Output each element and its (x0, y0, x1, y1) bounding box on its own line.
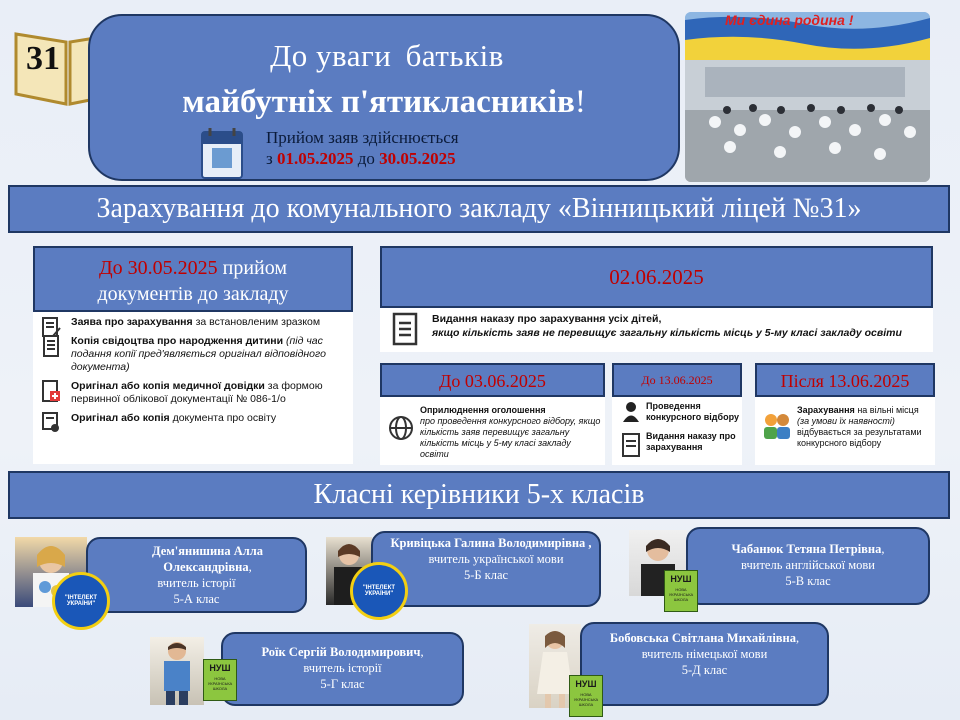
badge-text: "ІНТЕЛЕКТ УКРАЇНИ" (362, 585, 396, 597)
teacher-role: вчитель історії (303, 661, 382, 675)
teacher-class: 5-Б клас (463, 568, 509, 582)
list-item (71, 316, 349, 329)
step5-italic: (за умови їх наявності) (797, 416, 895, 426)
step1-title: прийом (222, 257, 288, 279)
title-bold: майбутніх п'ятикласників (182, 84, 575, 120)
nush-title: НУШ (209, 663, 231, 673)
students-icon (761, 411, 793, 441)
logo-number: 31 (26, 40, 60, 77)
school-photo (685, 12, 930, 182)
photo-caption: Ми єдина родина ! (725, 12, 854, 28)
teacher-class: 5-А клас (173, 592, 220, 606)
nush-sub: НОВА УКРАЇНСЬКА ШКОЛА (573, 692, 599, 707)
teacher-card-e: Бобовська Світлана Михайлівна, вчитель німецької мови 5-Д клас (580, 622, 829, 706)
step3-header: До 03.06.2025 (380, 363, 605, 397)
step3-card (380, 397, 605, 465)
teacher-role: вчитель німецької мови (641, 647, 768, 661)
document-icon (392, 312, 418, 346)
teacher-class: 5-Д клас (681, 663, 728, 677)
item-bold: Оригінал або копія (71, 412, 170, 424)
list-item (71, 335, 349, 374)
dates-prefix: з (266, 149, 273, 168)
item-bold: Копія свідоцтва про народження дитини (71, 335, 284, 347)
item-text: (під час подання копії пред'являється оригінал відповідного документа) (71, 335, 326, 373)
step5-header: Після 13.06.2025 (755, 363, 935, 397)
nush-badge (203, 659, 237, 701)
step1-header (33, 246, 353, 312)
teacher-card-c: Чабанюк Тетяна Петрівна, вчитель англійської мови 5-В клас (686, 527, 930, 605)
nush-sub: НОВА УКРАЇНСЬКА ШКОЛА (207, 676, 233, 691)
title-box (88, 14, 680, 181)
teacher-class: 5-Г клас (320, 677, 365, 691)
title-part: До уваги (270, 38, 392, 73)
nush-sub: НОВА УКРАЇНСЬКА ШКОЛА (668, 587, 694, 602)
teacher-name: Бобовська Світлана Михайлівна (609, 631, 796, 645)
document-list-icon (41, 335, 61, 357)
step5-text1: на вільні місця (857, 405, 919, 415)
step5-bold: Зарахування (797, 405, 855, 415)
title-exclaim: ! (574, 84, 586, 120)
page-title-line2 (90, 84, 678, 121)
step3-text: про проведення конкурсного відбору, якщо кількість заяв перевищує загальну кількість місць у 5-му класі закладу освіти (420, 416, 601, 459)
person-icon (622, 401, 640, 423)
teacher-role: вчитель історії (157, 576, 236, 590)
teacher-name: Дем'янишина Алла Олександрівна (151, 544, 264, 574)
teacher-card-d: Роїк Сергій Володимирович, вчитель історії 5-Г клас (221, 632, 464, 706)
nush-title: НУШ (575, 679, 597, 689)
medical-document-icon (41, 380, 61, 402)
list-item (71, 380, 349, 406)
step4-header: До 13.06.2025 (612, 363, 742, 397)
teachers-banner: Класні керівники 5-х класів (8, 471, 950, 519)
nush-title: НУШ (670, 574, 692, 584)
teacher-name: Роїк Сергій Володимирович (261, 645, 421, 659)
badge-text: "ІНТЕЛЕКТ УКРАЇНИ" (64, 595, 98, 607)
teacher-name: Чабанюк Тетяна Петрівна (731, 542, 882, 556)
certificate-icon (41, 412, 61, 434)
page-title-line1 (90, 38, 678, 74)
step4-item1: Проведення конкурсного відбору (646, 401, 739, 422)
step2-text-2: якщо кількість заяв не перевищує загальну кількість місць у 5-му класі закладу освіти (432, 327, 902, 339)
step4-item2: Видання наказу про зарахування (646, 431, 736, 452)
step5-card (755, 397, 935, 465)
item-bold: Заява про зарахування (71, 316, 193, 328)
step5-text2: відбувається за результатами конкурсного відбору (797, 427, 922, 448)
enrollment-banner: Зарахування до комунального закладу «Вінницький ліцей №31» (8, 185, 950, 233)
item-text: за формою первинної облікової документації № 086-1/о (71, 380, 323, 405)
calendar-icon (198, 124, 250, 182)
intellect-ukraine-badge (52, 572, 110, 630)
step1-date: До 30.05.2025 (98, 257, 218, 279)
item-text: за встановленим зразком (195, 316, 321, 328)
item-text: документа про освіту (172, 412, 277, 424)
application-period (266, 127, 459, 169)
teacher-photo-d (150, 637, 204, 705)
teacher-card-a: Дем'янишина Алла Олександрівна, вчитель історії 5-А клас (86, 537, 307, 613)
step4-card (612, 397, 742, 465)
teacher-name: Кривіцька Галина Володимирівна , (390, 536, 592, 550)
teacher-role: вчитель української мови (428, 552, 564, 566)
globe-icon (388, 415, 414, 441)
teacher-class: 5-В клас (785, 574, 831, 588)
step2-header: 02.06.2025 (380, 246, 933, 308)
list-item (71, 412, 349, 425)
application-dates (266, 148, 459, 169)
date-end: 30.05.2025 (379, 149, 456, 168)
step1-documents-list (33, 312, 353, 464)
title-part: батьків (405, 38, 504, 73)
intellect-ukraine-badge (350, 562, 408, 620)
step2-card (380, 308, 933, 352)
date-start: 01.05.2025 (276, 149, 354, 168)
teacher-role: вчитель англійської мови (741, 558, 875, 572)
document-icon (622, 433, 640, 457)
item-bold: Оригінал або копія медичної довідки (71, 380, 265, 392)
dates-mid: до (357, 149, 375, 168)
step3-bold: Оприлюднення оголошення (420, 405, 546, 415)
nush-badge (569, 675, 603, 717)
nush-badge (664, 570, 698, 612)
step1-title-line2: документів до закладу (97, 283, 289, 305)
application-text: Прийом заяв здійснюється (266, 128, 459, 147)
step2-text: Видання наказу про зарахування усіх дітей, (432, 313, 662, 325)
